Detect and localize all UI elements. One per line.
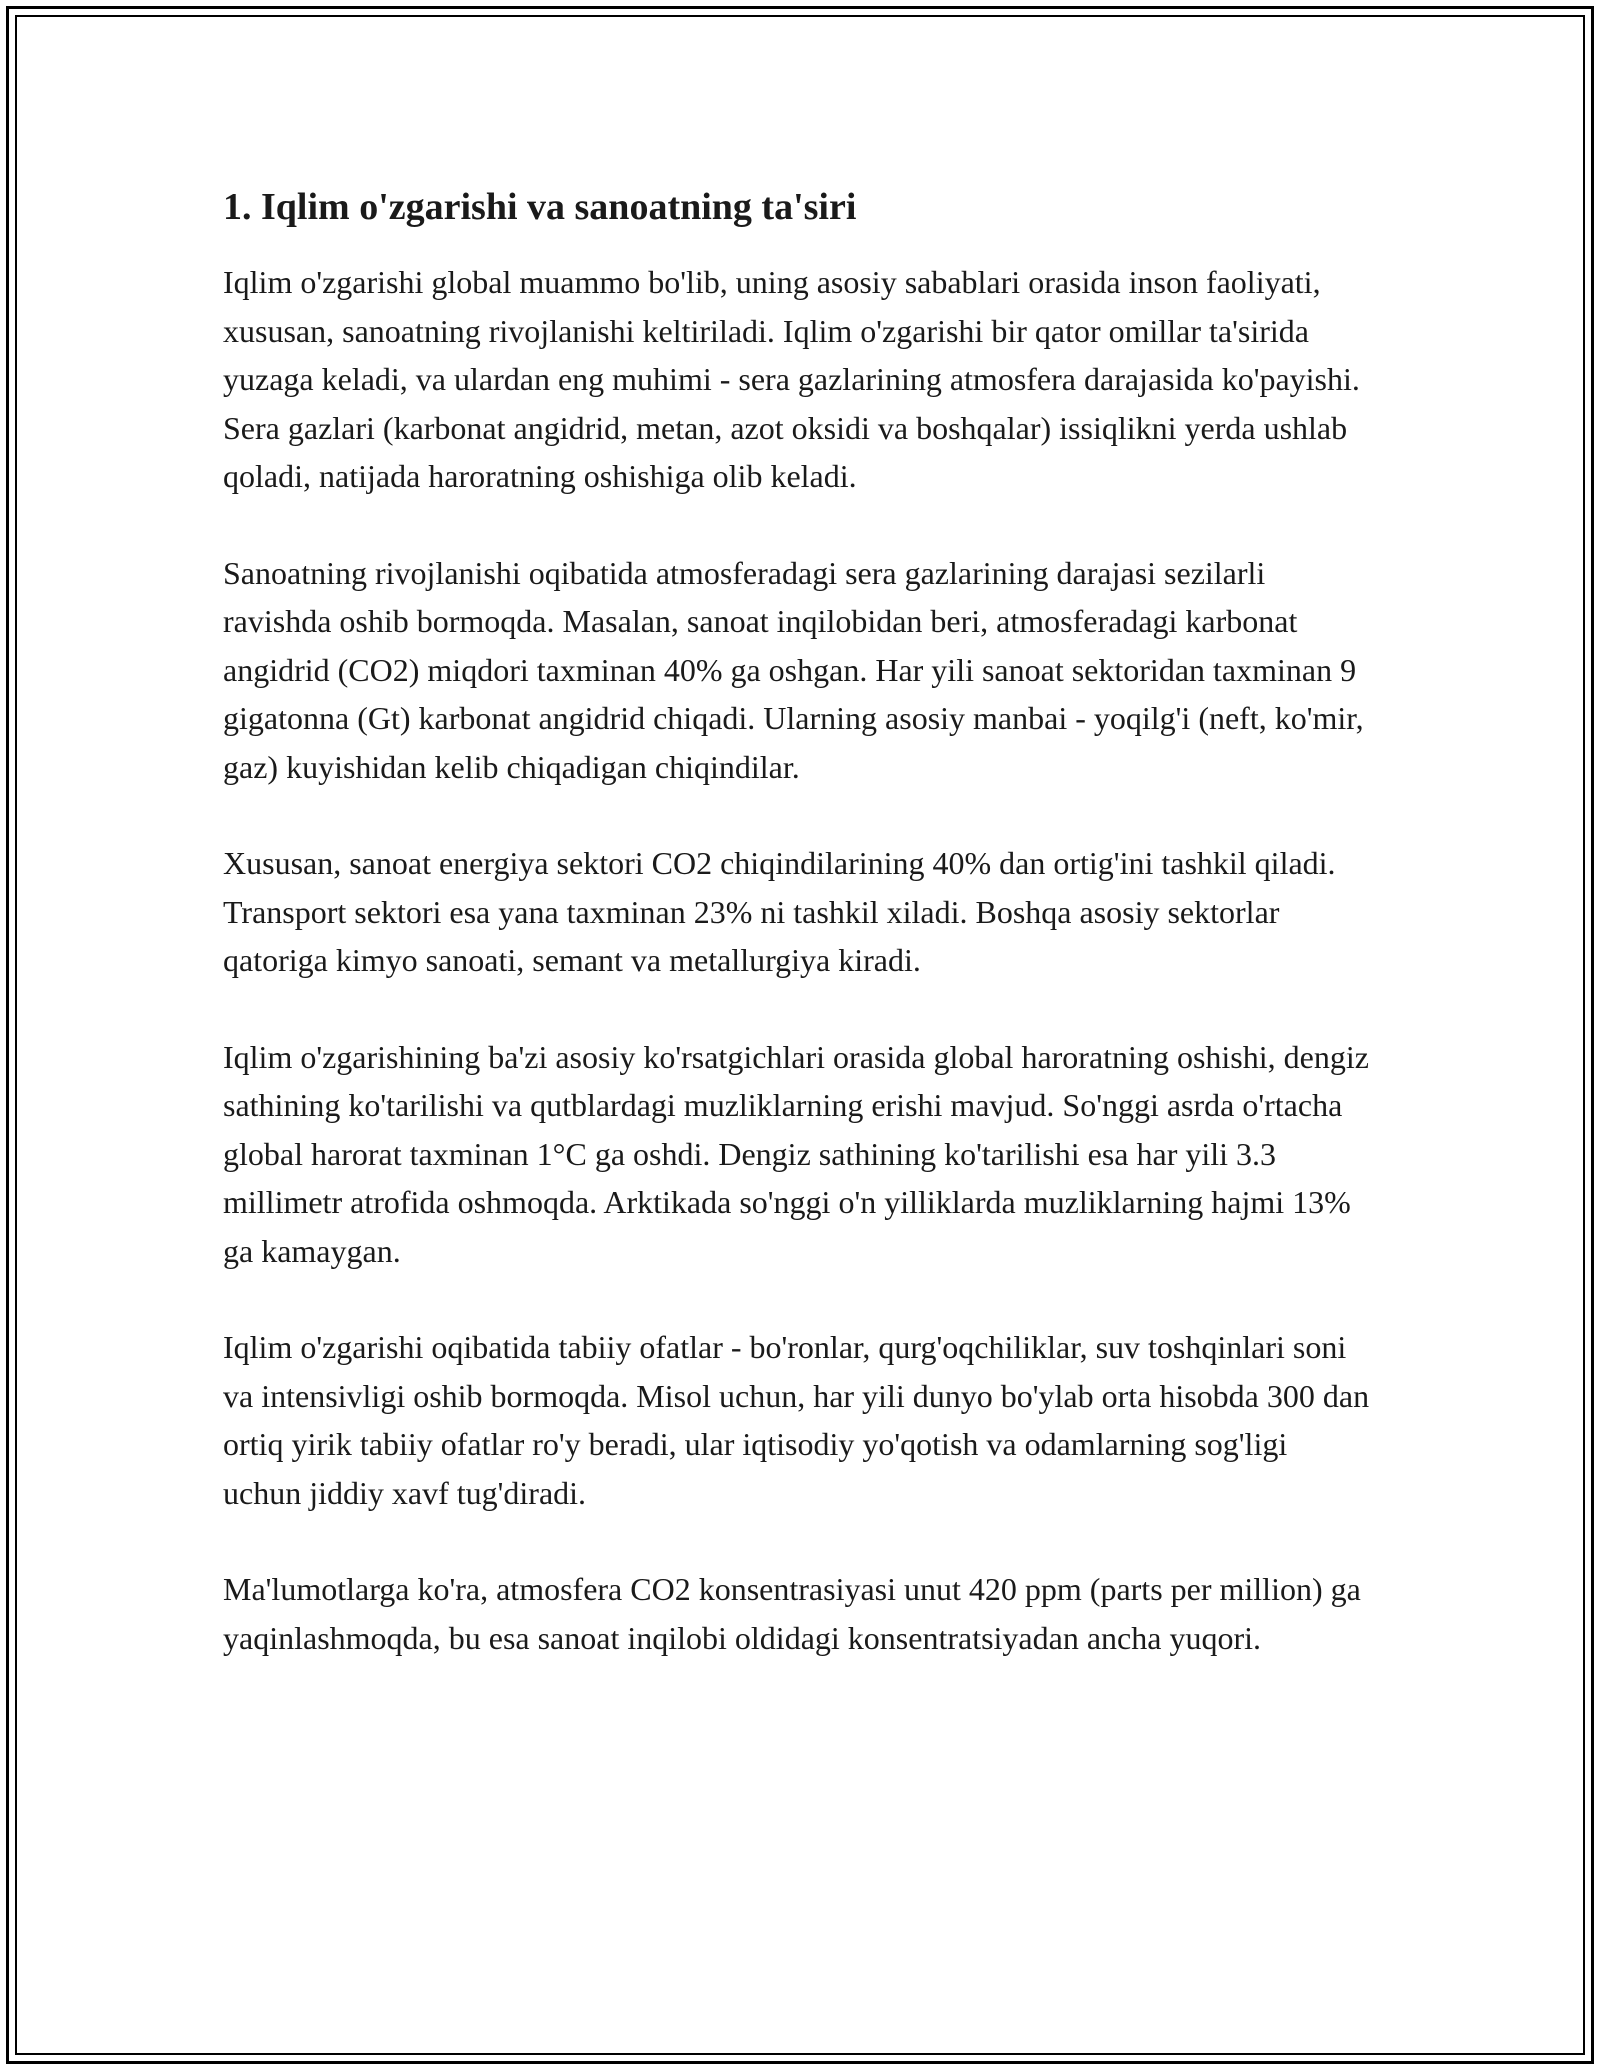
paragraph-2: Sanoatning rivojlanishi oqibatida atmosferadagi sera gazlarining darajasi sezilarli ravishda oshib bormoqda. Masalan, sanoat inqilobidan beri, atmosferadagi karbonat angidrid (CO2) miqdori taxminan 40% ga oshgan. Har yili sanoat sektoridan taxminan 9 gigatonna (Gt) karbonat angidrid chiqadi. Ularning asosiy manbai - yoqilg'i (neft, ko'mir, gaz) kuyishidan kelib chiqadigan chiqindilar. (223, 554, 1364, 785)
paragraph-5: Iqlim o'zgarishi oqibatida tabiiy ofatlar - bo'ronlar, qurg'oqchiliklar, suv toshqinlari soni va intensivligi oshib bormoqda. Misol uchun, har yili dunyo bo'ylab orta hisobda 300 dan ortiq yirik tabiiy ofatlar ro'y beradi, ular iqtisodiy yo'qotish va odamlarning sog'ligi uchun jiddiy xavf tug'diradi. (223, 1329, 1370, 1511)
paragraph-3: Xususan, sanoat energiya sektori CO2 chiqindilarining 40% dan ortig'ini tashkil qiladi. Transport sektori esa yana taxminan 23% ni tashkil xiladi. Boshqa asosiy sektorlar qatoriga kimyo sanoati, semant va metallurgiya kiradi. (223, 845, 1336, 978)
document-body (223, 182, 1373, 1710)
paragraph-6: Ma'lumotlarga ko'ra, atmosfera CO2 konsentrasiyasi unut 420 ppm (parts per million) ga yaqinlashmoqda, bu esa sanoat inqilobi oldidagi konsentratsiyadan ancha yuqori. (223, 1571, 1361, 1656)
paragraph-4: Iqlim o'zgarishining ba'zi asosiy ko'rsatgichlari orasida global haroratning oshishi, dengiz sathining ko'tarilishi va qutblardagi muzliklarning erishi mavjud. So'nggi asrda o'rtacha global harorat taxminan 1°C ga oshdi. Dengiz sathining ko'tarilishi esa har yili 3.3 millimetr atrofida oshmoqda. Arktikada so'nggi o'n yilliklarda muzliklarning hajmi 13% ga kamaygan. (223, 1038, 1369, 1269)
paragraph-1: Iqlim o'zgarishi global muammo bo'lib, uning asosiy sabablari orasida inson faoliyati, xususan, sanoatning rivojlanishi keltiriladi. Iqlim o'zgarishi bir qator omillar ta'sirida yuzaga keladi, va ulardan eng muhimi - sera gazlarining atmosfera darajasida ko'payishi. Sera gazlari (karbonat angidrid, metan, azot oksidi va boshqalar) issiqlikni yerda ushlab qoladi, natijada haroratning oshishiga olib keladi. (223, 264, 1360, 494)
section-title: 1. Iqlim o'zgarishi va sanoatning ta'siri (223, 186, 857, 228)
